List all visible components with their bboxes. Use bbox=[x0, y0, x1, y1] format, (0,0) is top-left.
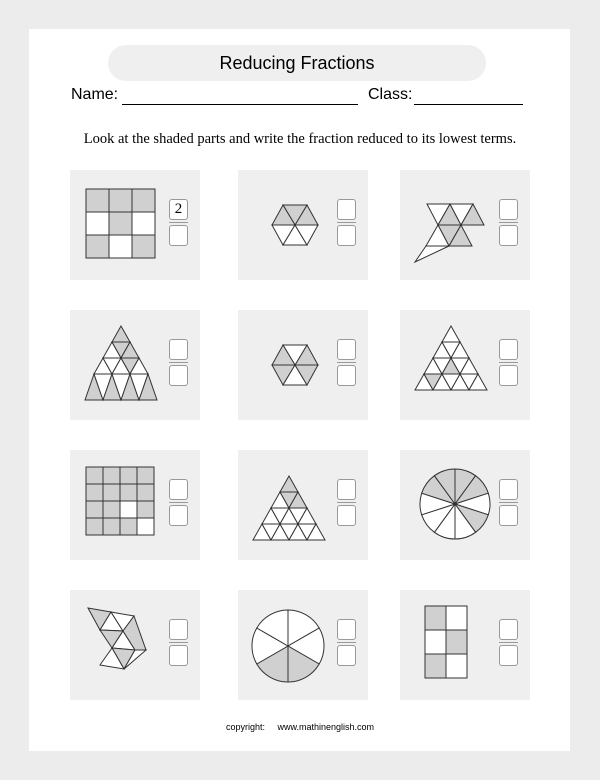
denominator-box[interactable] bbox=[499, 645, 518, 666]
numerator-box[interactable] bbox=[499, 339, 518, 360]
problem-card-5 bbox=[238, 310, 368, 420]
fraction-bar bbox=[337, 502, 356, 503]
numerator-box[interactable]: 2 bbox=[169, 199, 188, 220]
denominator-box[interactable] bbox=[169, 645, 188, 666]
denominator-box[interactable] bbox=[337, 365, 356, 386]
denominator-box[interactable] bbox=[169, 365, 188, 386]
numerator-box[interactable] bbox=[499, 479, 518, 500]
class-field[interactable] bbox=[414, 104, 523, 105]
footer bbox=[0, 722, 600, 732]
denominator-box[interactable] bbox=[169, 225, 188, 246]
numerator-box[interactable] bbox=[499, 199, 518, 220]
problem-card-11 bbox=[238, 590, 368, 700]
fraction-bar bbox=[169, 362, 188, 363]
numerator-box[interactable] bbox=[337, 619, 356, 640]
name-field[interactable] bbox=[122, 104, 358, 105]
numerator-box[interactable] bbox=[169, 479, 188, 500]
numerator-box[interactable] bbox=[499, 619, 518, 640]
fraction-bar bbox=[499, 642, 518, 643]
fraction-bar bbox=[169, 222, 188, 223]
fraction-bar bbox=[169, 642, 188, 643]
denominator-box[interactable] bbox=[499, 505, 518, 526]
numerator-box[interactable] bbox=[337, 199, 356, 220]
problem-card-10 bbox=[70, 590, 200, 700]
numerator-box[interactable] bbox=[169, 339, 188, 360]
worksheet-title: Reducing Fractions bbox=[108, 45, 486, 81]
problem-card-7 bbox=[70, 450, 200, 560]
fraction-bar bbox=[499, 362, 518, 363]
fraction-bar bbox=[499, 222, 518, 223]
problem-card-3 bbox=[400, 170, 530, 280]
fraction-bar bbox=[499, 502, 518, 503]
numerator-box[interactable] bbox=[169, 619, 188, 640]
fraction-bar bbox=[169, 502, 188, 503]
fraction-bar bbox=[337, 362, 356, 363]
website-link[interactable]: www.mathinenglish.com bbox=[277, 722, 375, 732]
name-label: Name: bbox=[71, 86, 119, 103]
fraction-bar bbox=[337, 642, 356, 643]
copyright-label: copyright: bbox=[225, 722, 265, 732]
problem-card-12 bbox=[400, 590, 530, 700]
numerator-box[interactable] bbox=[337, 339, 356, 360]
numerator-box[interactable] bbox=[337, 479, 356, 500]
problem-card-6 bbox=[400, 310, 530, 420]
problem-card-9 bbox=[400, 450, 530, 560]
denominator-box[interactable] bbox=[337, 505, 356, 526]
instructions-text: Look at the shaded parts and write the fraction reduced to its lowest terms. bbox=[83, 131, 517, 147]
problem-card-1 bbox=[70, 170, 200, 280]
fraction-bar bbox=[337, 222, 356, 223]
problem-card-4 bbox=[70, 310, 200, 420]
class-label: Class: bbox=[368, 86, 413, 103]
denominator-box[interactable] bbox=[337, 225, 356, 246]
denominator-box[interactable] bbox=[169, 505, 188, 526]
problem-card-2 bbox=[238, 170, 368, 280]
denominator-box[interactable] bbox=[499, 225, 518, 246]
problem-card-8 bbox=[238, 450, 368, 560]
denominator-box[interactable] bbox=[499, 365, 518, 386]
denominator-box[interactable] bbox=[337, 645, 356, 666]
